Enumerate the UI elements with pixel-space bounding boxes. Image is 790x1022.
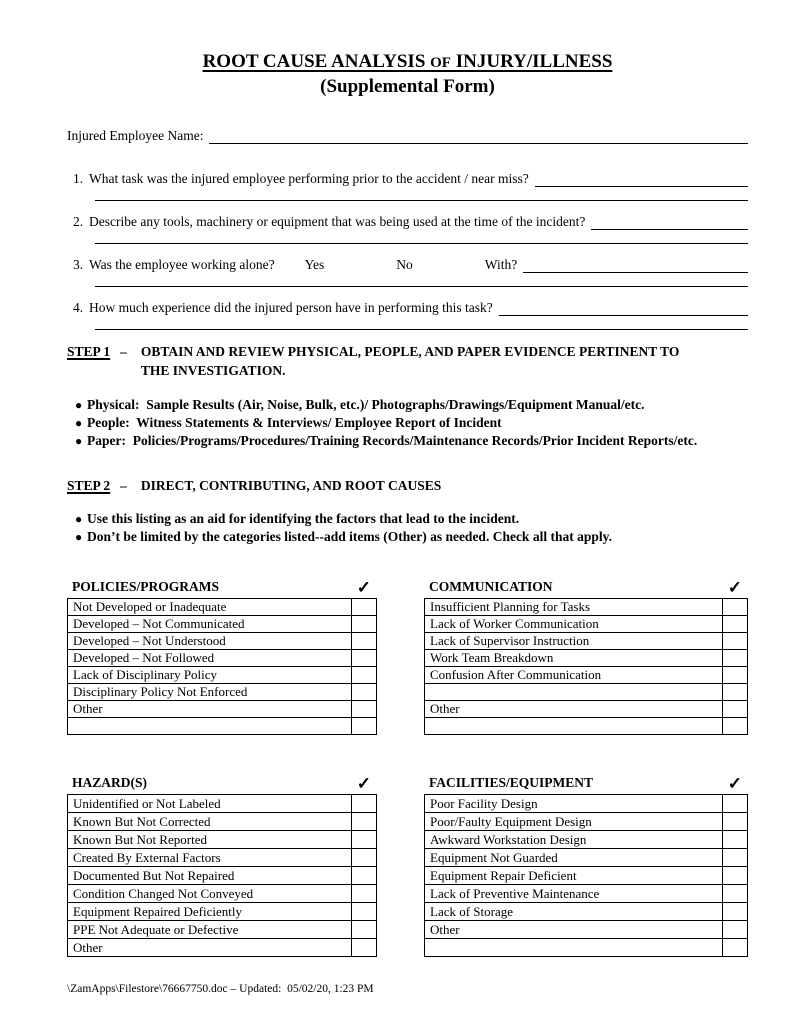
checkbox-cell[interactable] <box>723 813 748 831</box>
table-row <box>425 599 748 616</box>
cause-label: Created By External Factors <box>68 849 352 867</box>
table-policies-programs <box>67 579 377 735</box>
step1-dash: – <box>120 344 127 359</box>
question-4 <box>67 299 748 330</box>
cause-label: Other <box>68 939 352 957</box>
cause-label: Lack of Supervisor Instruction <box>425 633 723 650</box>
checkbox-cell[interactable] <box>723 795 748 813</box>
cause-label: Lack of Preventive Maintenance <box>425 885 723 903</box>
table-row <box>68 939 377 957</box>
table-row <box>68 849 377 867</box>
q1-answer-line[interactable] <box>535 171 748 187</box>
bullet-text: Physical: Sample Results (Air, Noise, Bulk, etc.)/ Photographs/Drawings/Equipment Manual/etc. <box>87 397 645 412</box>
checkbox-cell[interactable] <box>723 867 748 885</box>
step2-dash: – <box>120 478 127 493</box>
table-row <box>68 633 377 650</box>
cause-label: Developed – Not Communicated <box>68 616 352 633</box>
checkbox-cell[interactable] <box>723 633 748 650</box>
checkbox-cell[interactable] <box>723 885 748 903</box>
table-row <box>425 885 748 903</box>
page-title <box>67 50 748 75</box>
cause-label: Unidentified or Not Labeled <box>68 795 352 813</box>
checkbox-cell[interactable] <box>723 849 748 867</box>
step2-bullet-1 <box>67 510 748 528</box>
step2-bullets <box>67 510 748 546</box>
table-row <box>68 921 377 939</box>
checkbox-cell[interactable] <box>723 939 748 957</box>
question-number: 3. <box>73 257 84 272</box>
cause-label: Condition Changed Not Conveyed <box>68 885 352 903</box>
title-part-1: ROOT CAUSE ANALYSIS <box>202 51 431 72</box>
table-row <box>425 813 748 831</box>
cause-label: Other <box>425 921 723 939</box>
option-no[interactable]: No <box>396 257 413 272</box>
table-row <box>68 813 377 831</box>
q2-answer-line[interactable] <box>591 214 748 230</box>
q3-answer-line-2[interactable] <box>95 273 748 287</box>
cause-label: Poor Facility Design <box>425 795 723 813</box>
question-number: 1. <box>73 171 84 186</box>
cause-label: Equipment Not Guarded <box>425 849 723 867</box>
cause-label: Confusion After Communication <box>425 667 723 684</box>
table-row <box>425 903 748 921</box>
cause-label: Developed – Not Understood <box>68 633 352 650</box>
table-row <box>425 849 748 867</box>
step2-label: STEP 2 <box>67 478 111 493</box>
title-part-2: INJURY/ILLNESS <box>450 51 613 72</box>
table-row <box>425 616 748 633</box>
title-part-of: OF <box>430 55 451 71</box>
checkbox-cell[interactable] <box>723 599 748 616</box>
checkbox-cell[interactable] <box>352 795 377 813</box>
cause-label: PPE Not Adequate or Defective <box>68 921 352 939</box>
step2-bullet-2 <box>67 528 748 546</box>
cause-label: Lack of Worker Communication <box>425 616 723 633</box>
table-row <box>68 616 377 633</box>
bullet-text: People: Witness Statements & Interviews/ Employee Report of Incident <box>87 415 502 430</box>
cause-write-in[interactable] <box>425 718 723 735</box>
cause-label: Other <box>425 701 723 718</box>
table-title: POLICIES/PROGRAMS <box>72 579 220 594</box>
checkbox-cell[interactable] <box>723 684 748 701</box>
table-row <box>425 831 748 849</box>
cause-label: Awkward Workstation Design <box>425 831 723 849</box>
question-number: 4. <box>73 300 84 315</box>
with-label: With? <box>484 257 518 272</box>
step1-text: OBTAIN AND REVIEW PHYSICAL, PEOPLE, AND PAPER EVIDENCE PERTINENT TO THE INVESTIGATION. <box>140 344 680 378</box>
q4-answer-line[interactable] <box>499 300 748 316</box>
bullet-text: Paper: Policies/Programs/Procedures/Training Records/Maintenance Records/Prior Incident Reports/etc. <box>87 433 698 448</box>
checkbox-cell[interactable] <box>352 684 377 701</box>
table-row <box>425 667 748 684</box>
table-facilities-equipment <box>424 775 748 957</box>
cause-label: Equipment Repaired Deficiently <box>68 903 352 921</box>
cause-label: Lack of Disciplinary Policy <box>68 667 352 684</box>
employee-name-input-line[interactable] <box>209 128 748 144</box>
table-row <box>68 795 377 813</box>
checkbox-cell[interactable] <box>723 903 748 921</box>
checkbox-cell[interactable] <box>723 650 748 667</box>
table-row <box>68 667 377 684</box>
table-row <box>68 599 377 616</box>
cause-label: Documented But Not Repaired <box>68 867 352 885</box>
question-text: How much experience did the injured person have in performing this task? <box>89 300 493 315</box>
checkbox-cell[interactable] <box>352 667 377 684</box>
checkbox-cell[interactable] <box>723 718 748 735</box>
q2-answer-line-2[interactable] <box>95 230 748 244</box>
footer-file-path: \ZamApps\Filestore\76667750.doc – Updated: 05/02/20, 1:23 PM <box>67 983 374 995</box>
q3-with-answer-line[interactable] <box>523 257 748 273</box>
bullet-icon: ● <box>75 416 83 430</box>
question-3 <box>67 256 748 287</box>
cause-label: Poor/Faulty Equipment Design <box>425 813 723 831</box>
checkbox-cell[interactable] <box>352 867 377 885</box>
question-text: What task was the injured employee performing prior to the accident / near miss? <box>89 171 529 186</box>
question-2 <box>67 213 748 244</box>
checkbox-cell[interactable] <box>352 718 377 735</box>
table-row <box>425 701 748 718</box>
bullet-icon: ● <box>75 512 83 526</box>
cause-label: Disciplinary Policy Not Enforced <box>68 684 352 701</box>
option-yes[interactable]: Yes <box>304 257 325 272</box>
table-row <box>425 650 748 667</box>
employee-name-row <box>67 126 748 144</box>
cause-label: Lack of Storage <box>425 903 723 921</box>
table-title: COMMUNICATION <box>429 579 553 594</box>
cause-write-in[interactable] <box>425 684 723 701</box>
checkbox-cell[interactable] <box>352 633 377 650</box>
checkbox-cell[interactable] <box>723 921 748 939</box>
step1-heading <box>67 342 748 380</box>
table-row <box>68 701 377 718</box>
table-row <box>68 867 377 885</box>
question-1 <box>67 170 748 201</box>
cause-label: Insufficient Planning for Tasks <box>425 599 723 616</box>
cause-label: Developed – Not Followed <box>68 650 352 667</box>
cause-tables <box>67 579 748 957</box>
table-row <box>425 718 748 735</box>
checkbox-cell[interactable] <box>352 885 377 903</box>
step2-heading <box>67 476 748 495</box>
cause-label: Work Team Breakdown <box>425 650 723 667</box>
q1-answer-line-2[interactable] <box>95 187 748 201</box>
question-text: Was the employee working alone? <box>89 257 275 272</box>
question-text: Describe any tools, machinery or equipment that was being used at the time of the incident? <box>89 214 586 229</box>
question-number: 2. <box>73 214 84 229</box>
step1-label: STEP 1 <box>67 344 111 359</box>
checkbox-cell[interactable] <box>352 616 377 633</box>
cause-label: Known But Not Reported <box>68 831 352 849</box>
step2-text: DIRECT, CONTRIBUTING, AND ROOT CAUSES <box>140 478 442 493</box>
cause-label: Known But Not Corrected <box>68 813 352 831</box>
bullet-text: Use this listing as an aid for identifying the factors that lead to the incident. <box>87 511 520 526</box>
bullet-icon: ● <box>75 530 83 544</box>
table-row <box>68 903 377 921</box>
employee-name-label: Injured Employee Name: <box>67 128 204 143</box>
bullet-icon: ● <box>75 434 83 448</box>
cause-write-in[interactable] <box>68 718 352 735</box>
checkbox-cell[interactable] <box>723 616 748 633</box>
checkbox-cell[interactable] <box>352 599 377 616</box>
table-row <box>425 633 748 650</box>
checkbox-cell[interactable] <box>352 831 377 849</box>
table-row <box>68 650 377 667</box>
checkmark-icon: ✓ <box>727 578 742 597</box>
table-row <box>68 684 377 701</box>
table-title: FACILITIES/EQUIPMENT <box>429 775 594 790</box>
step1-bullet-people <box>67 414 748 432</box>
step1-bullets <box>67 396 748 450</box>
checkmark-icon: ✓ <box>727 774 742 793</box>
checkbox-cell[interactable] <box>352 939 377 957</box>
page-subtitle: (Supplemental Form) <box>320 76 495 97</box>
cause-write-in[interactable] <box>425 939 723 957</box>
table-row <box>425 684 748 701</box>
table-title: HAZARD(S) <box>72 775 148 790</box>
checkmark-icon: ✓ <box>356 774 371 793</box>
table-row <box>68 885 377 903</box>
table-row <box>425 939 748 957</box>
bullet-text: Don’t be limited by the categories listed--add items (Other) as needed. Check all that apply. <box>87 529 612 544</box>
table-row <box>68 831 377 849</box>
checkbox-cell[interactable] <box>352 849 377 867</box>
checkbox-cell[interactable] <box>352 701 377 718</box>
table-hazards <box>67 775 377 957</box>
table-communication <box>424 579 748 735</box>
bullet-icon: ● <box>75 398 83 412</box>
cause-label: Equipment Repair Deficient <box>425 867 723 885</box>
table-row <box>425 921 748 939</box>
checkmark-icon: ✓ <box>356 578 371 597</box>
checkbox-cell[interactable] <box>723 667 748 684</box>
cause-label: Other <box>68 701 352 718</box>
table-row <box>68 718 377 735</box>
checkbox-cell[interactable] <box>352 813 377 831</box>
document-header <box>67 50 748 99</box>
step1-bullet-paper <box>67 432 748 450</box>
step1-bullet-physical <box>67 396 748 414</box>
checkbox-cell[interactable] <box>352 650 377 667</box>
cause-label: Not Developed or Inadequate <box>68 599 352 616</box>
checkbox-cell[interactable] <box>723 701 748 718</box>
table-row <box>425 795 748 813</box>
checkbox-cell[interactable] <box>352 921 377 939</box>
checkbox-cell[interactable] <box>723 831 748 849</box>
checkbox-cell[interactable] <box>352 903 377 921</box>
q4-answer-line-2[interactable] <box>95 316 748 330</box>
table-row <box>425 867 748 885</box>
